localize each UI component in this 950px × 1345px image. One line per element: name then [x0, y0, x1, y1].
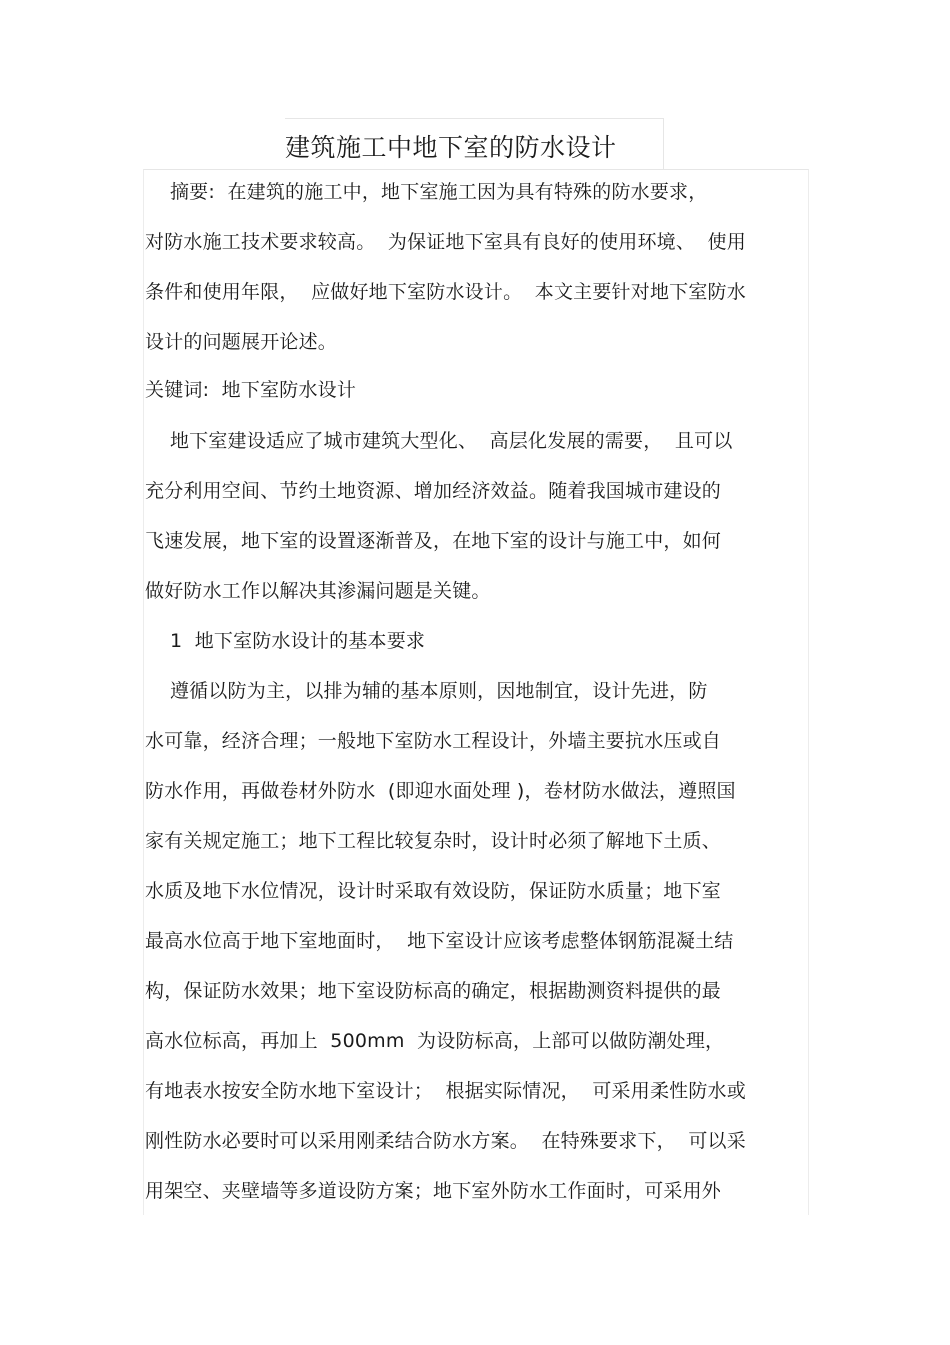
section-line: 刚性防水必要时可以采用刚柔结合防水方案。 在特殊要求下， 可以采	[145, 1130, 746, 1152]
section-line: 有地表水按安全防水地下室设计； 根据实际情况， 可采用柔性防水或	[145, 1080, 746, 1102]
intro-line: 地下室建设适应了城市建筑大型化、 高层化发展的需要， 且可以	[145, 430, 733, 452]
section-line: 防水作用，再做卷材外防水 (即迎水面处理 )，卷材防水做法，遵照国	[145, 780, 736, 802]
section-line: 遵循以防为主，以排为辅的基本原则，因地制宜，设计先进，防	[145, 680, 708, 702]
section-line: 最高水位高于地下室地面时， 地下室设计应该考虑整体钢筋混凝土结	[145, 930, 734, 952]
section-line: 水质及地下水位情况，设计时采取有效设防，保证防水质量；地下室	[145, 880, 722, 902]
keywords-line: 关键词: 地下室防水设计	[145, 379, 357, 401]
section-line: 高水位标高，再加上 500mm 为设防标高，上部可以做防潮处理，	[145, 1030, 725, 1052]
section-line: 水可靠，经济合理；一般地下室防水工程设计，外墙主要抗水压或自	[145, 730, 722, 752]
section-heading: 1 地下室防水设计的基本要求	[145, 630, 426, 652]
document-title: 建筑施工中地下室的防水设计	[285, 133, 617, 162]
section-line: 家有关规定施工；地下工程比较复杂时，设计时必须了解地下土质、	[145, 830, 722, 852]
abstract-line: 条件和使用年限， 应做好地下室防水设计。 本文主要针对地下室防水	[145, 281, 746, 303]
abstract-line: 设计的问题展开论述。	[145, 331, 338, 353]
intro-line: 做好防水工作以解决其渗漏问题是关键。	[145, 580, 491, 602]
intro-line: 充分利用空间、节约土地资源、增加经济效益。随着我国城市建设的	[145, 480, 722, 502]
section-line: 构，保证防水效果；地下室设防标高的确定，根据勘测资料提供的最	[145, 980, 722, 1002]
abstract-line: 摘要: 在建筑的施工中，地下室施工因为具有特殊的防水要求，	[145, 181, 708, 203]
intro-line: 飞速发展，地下室的设置逐渐普及，在地下室的设计与施工中，如何	[145, 530, 722, 552]
section-line: 用架空、夹壁墙等多道设防方案；地下室外防水工作面时，可采用外	[145, 1180, 722, 1202]
abstract-line: 对防水施工技术要求较高。 为保证地下室具有良好的使用环境、 使用	[145, 231, 746, 253]
